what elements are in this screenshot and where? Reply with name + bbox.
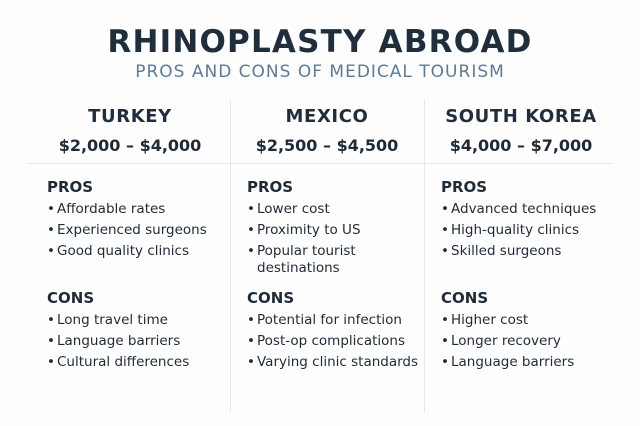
list-item: • Affordable rates <box>47 201 227 218</box>
list-item: • Post-op complications <box>247 333 422 350</box>
list-item: • Proximity to US <box>247 222 419 239</box>
list-item: • Higher cost <box>441 312 621 329</box>
list-item: • Varying clinic standards <box>247 354 422 371</box>
pros-heading: PROS <box>441 178 488 196</box>
pros-section-turkey <box>47 178 227 264</box>
cons-list <box>247 312 422 371</box>
page-subtitle: PROS AND CONS OF MEDICAL TOURISM <box>135 62 505 82</box>
list-item: • Language barriers <box>441 354 621 371</box>
pros-list <box>441 201 621 260</box>
column-header-turkey <box>30 106 230 156</box>
pros-section-mexico <box>247 178 419 281</box>
list-item: • Advanced techniques <box>441 201 621 218</box>
header-divider <box>28 163 612 164</box>
pros-list <box>47 201 227 260</box>
list-item: • Cultural differences <box>47 354 227 371</box>
list-item: • Longer recovery <box>441 333 621 350</box>
price-range: $2,500 – $4,500 <box>255 136 399 155</box>
list-item: • Lower cost <box>247 201 419 218</box>
cons-list <box>47 312 227 371</box>
cons-section-south-korea <box>441 289 621 375</box>
cons-heading: CONS <box>441 289 489 307</box>
list-item: • Good quality clinics <box>47 243 227 260</box>
list-item: • Experienced surgeons <box>47 222 227 239</box>
pros-list <box>247 201 419 277</box>
pros-section-south-korea <box>441 178 621 264</box>
country-name: TURKEY <box>88 106 172 127</box>
price-range: $4,000 – $7,000 <box>449 136 593 155</box>
cons-heading: CONS <box>47 289 95 307</box>
cons-heading: CONS <box>247 289 295 307</box>
cons-section-mexico <box>247 289 422 375</box>
country-name: MEXICO <box>285 106 369 127</box>
list-item: • Long travel time <box>47 312 227 329</box>
list-item: • Skilled surgeons <box>441 243 621 260</box>
page-title: RHINOPLASTY ABROAD <box>107 24 533 60</box>
price-range: $2,000 – $4,000 <box>58 136 202 155</box>
list-item: • Potential for infection <box>247 312 422 329</box>
list-item: • High-quality clinics <box>441 222 621 239</box>
pros-heading: PROS <box>247 178 294 196</box>
cons-section-turkey <box>47 289 227 375</box>
country-name: SOUTH KOREA <box>445 106 597 127</box>
pros-heading: PROS <box>47 178 94 196</box>
cons-list <box>441 312 621 371</box>
column-header-mexico <box>230 106 424 156</box>
list-item: • Popular tourist destinations <box>247 243 377 277</box>
list-item: • Language barriers <box>47 333 227 350</box>
column-header-south-korea <box>424 106 618 156</box>
